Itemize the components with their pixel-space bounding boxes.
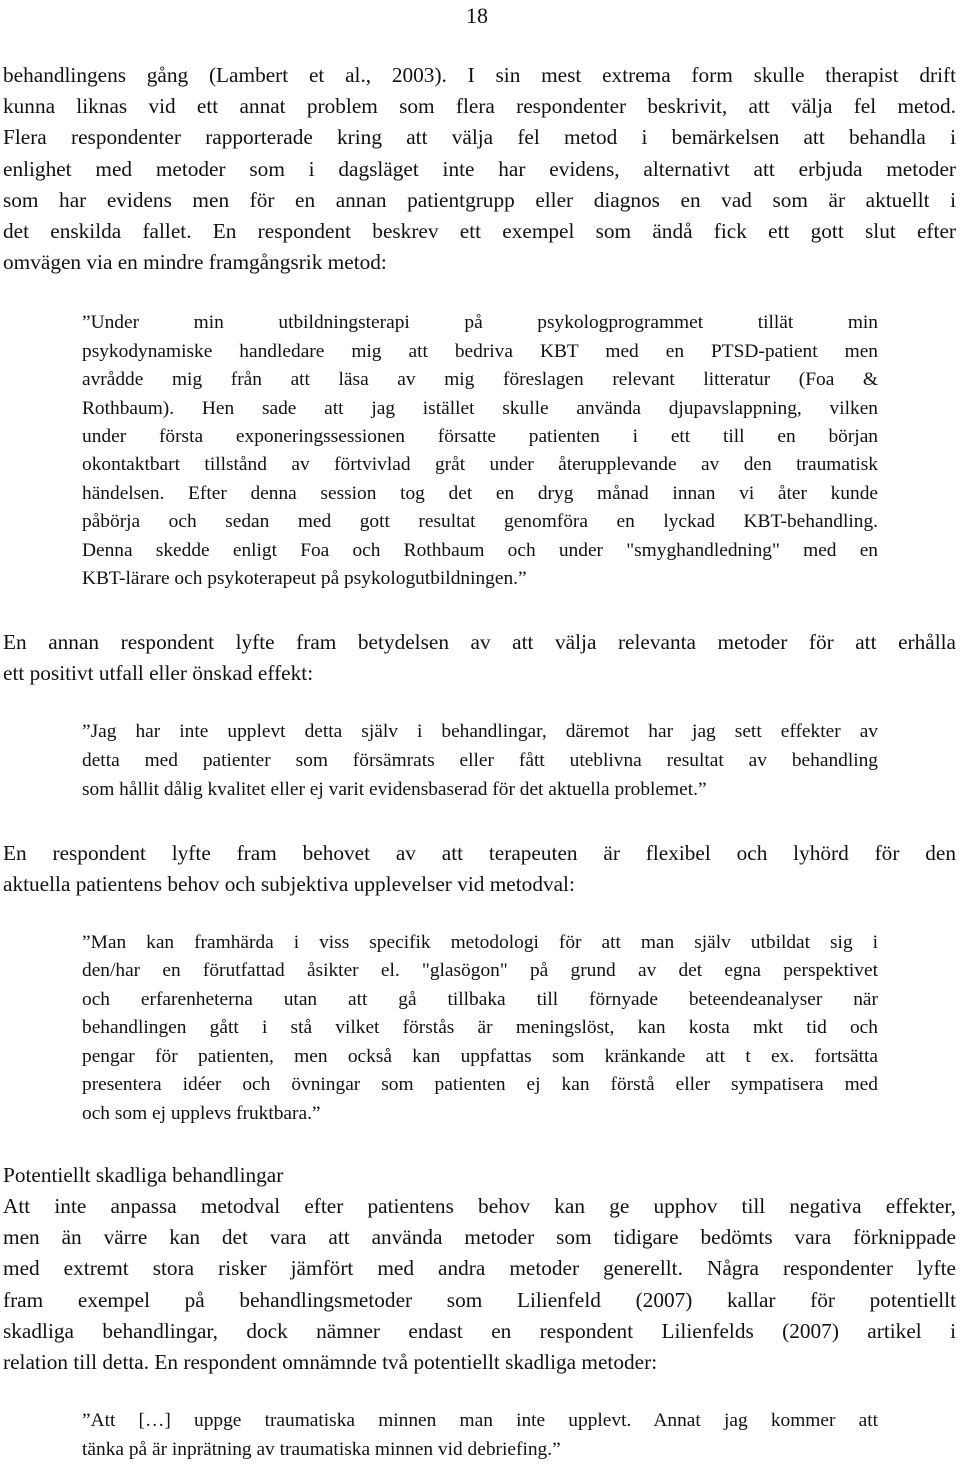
quote-2-line: som hållit dålig kvalitet eller ej varit evidensbaserad för det aktuella problemet.”	[82, 779, 707, 800]
paragraph-3-line: aktuella patientens behov och subjektiva upplevelser vid metodval:	[3, 872, 575, 896]
paragraph-1-line: behandlingens gång (Lambert et al., 2003). I sin mest extrema form skulle therapist drift	[3, 63, 956, 87]
paragraph-1-line: det enskilda fallet. En respondent beskrev ett exempel som ändå fick ett gott slut efter	[3, 219, 956, 243]
quote-4-line: ”Att […] uppge traumatiska minnen man inte upplevt. Annat jag kommer att	[82, 1410, 878, 1431]
quote-4-line: tänka på är inprätning av traumatiska minnen vid debriefing.”	[82, 1439, 561, 1460]
paragraph-4-line: fram exempel på behandlingsmetoder som Lilienfeld (2007) kallar för potentiellt	[3, 1288, 956, 1312]
paragraph-4-line: relation till detta. En respondent omnämnde två potentiellt skadliga metoder:	[3, 1350, 658, 1374]
quote-1-line: under första exponeringssessionen försatte patienten i ett till en början	[82, 426, 878, 447]
quote-1-line: påbörja och sedan med gott resultat genomföra en lyckad KBT-behandling.	[82, 511, 878, 532]
paragraph-4-line: skadliga behandlingar, dock nämner endast en respondent Lilienfelds (2007) artikel i	[3, 1319, 956, 1343]
quote-1-line: ”Under min utbildningsterapi på psykologprogrammet tillät min	[82, 312, 878, 333]
quote-3-line: den/har en förutfattad åsikter el. "glasögon" på grund av det egna perspektivet	[82, 960, 878, 981]
quote-2-line: detta med patienter som försämrats eller fått uteblivna resultat av behandling	[82, 750, 878, 771]
page-number: 18	[466, 3, 488, 28]
paragraph-1-line: som har evidens men för en annan patientgrupp eller diagnos en vad som är aktuellt i	[3, 188, 956, 212]
quote-1-line: avrådde mig från att läsa av mig föreslagen relevant litteratur (Foa &	[82, 369, 878, 390]
quote-3-line: ”Man kan framhärda i viss specifik metodologi för att man själv utbildat sig i	[82, 932, 878, 953]
paragraph-2-line: En annan respondent lyfte fram betydelsen av att välja relevanta metoder för att erhålla	[3, 630, 956, 654]
quote-1-line: psykodynamiske handledare mig att bedriva KBT med en PTSD-patient men	[82, 341, 878, 362]
paragraph-1-line: omvägen via en mindre framgångsrik metod:	[3, 250, 387, 274]
quote-3-line: behandlingen gått i stå vilket förstås är meningslöst, kan kosta mkt tid och	[82, 1017, 878, 1038]
quote-1-line: Rothbaum). Hen sade att jag istället skulle använda djupavslappning, vilken	[82, 398, 878, 419]
quote-1-line: Denna skedde enligt Foa och Rothbaum och under "smyghandledning" med en	[82, 540, 878, 561]
paragraph-4-line: med extremt stora risker jämfört med andra metoder generellt. Några respondenter lyfte	[3, 1256, 956, 1280]
paragraph-1-line: enlighet med metoder som i dagsläget inte har evidens, alternativt att erbjuda metoder	[3, 157, 956, 181]
paragraph-2-line: ett positivt utfall eller önskad effekt:	[3, 661, 314, 685]
paragraph-1-line: kunna liknas vid ett annat problem som flera respondenter beskrivit, att välja fel metod.	[3, 94, 956, 118]
paragraph-4-line: men än värre kan det vara att använda metoder som tidigare bedömts vara förknippade	[3, 1225, 956, 1249]
quote-3-line: och som ej upplevs fruktbara.”	[82, 1103, 321, 1124]
quote-1-line: okontaktbart tillstånd av förtvivlad gråt under återupplevande av den traumatisk	[82, 454, 878, 475]
paragraph-3-line: En respondent lyfte fram behovet av att terapeuten är flexibel och lyhörd för den	[3, 841, 956, 865]
section-heading: Potentiellt skadliga behandlingar	[3, 1163, 284, 1187]
paragraph-4-line: Att inte anpassa metodval efter patientens behov kan ge upphov till negativa effekter,	[3, 1194, 956, 1218]
quote-2-line: ”Jag har inte upplevt detta själv i behandlingar, däremot har jag sett effekter av	[82, 721, 878, 742]
quote-3-line: presentera idéer och övningar som patienten ej kan förstå eller sympatisera med	[82, 1074, 878, 1095]
paragraph-1-line: Flera respondenter rapporterade kring att välja fel metod i bemärkelsen att behandla i	[3, 125, 956, 149]
quote-1-line: KBT-lärare och psykoterapeut på psykologutbildningen.”	[82, 568, 527, 589]
quote-3-line: pengar för patienten, men också kan uppfattas som kränkande att t ex. fortsätta	[82, 1046, 878, 1067]
quote-1-line: händelsen. Efter denna session tog det en dryg månad innan vi åter kunde	[82, 483, 878, 504]
quote-3-line: och erfarenheterna utan att gå tillbaka till förnyade beteendeanalyser när	[82, 989, 878, 1010]
